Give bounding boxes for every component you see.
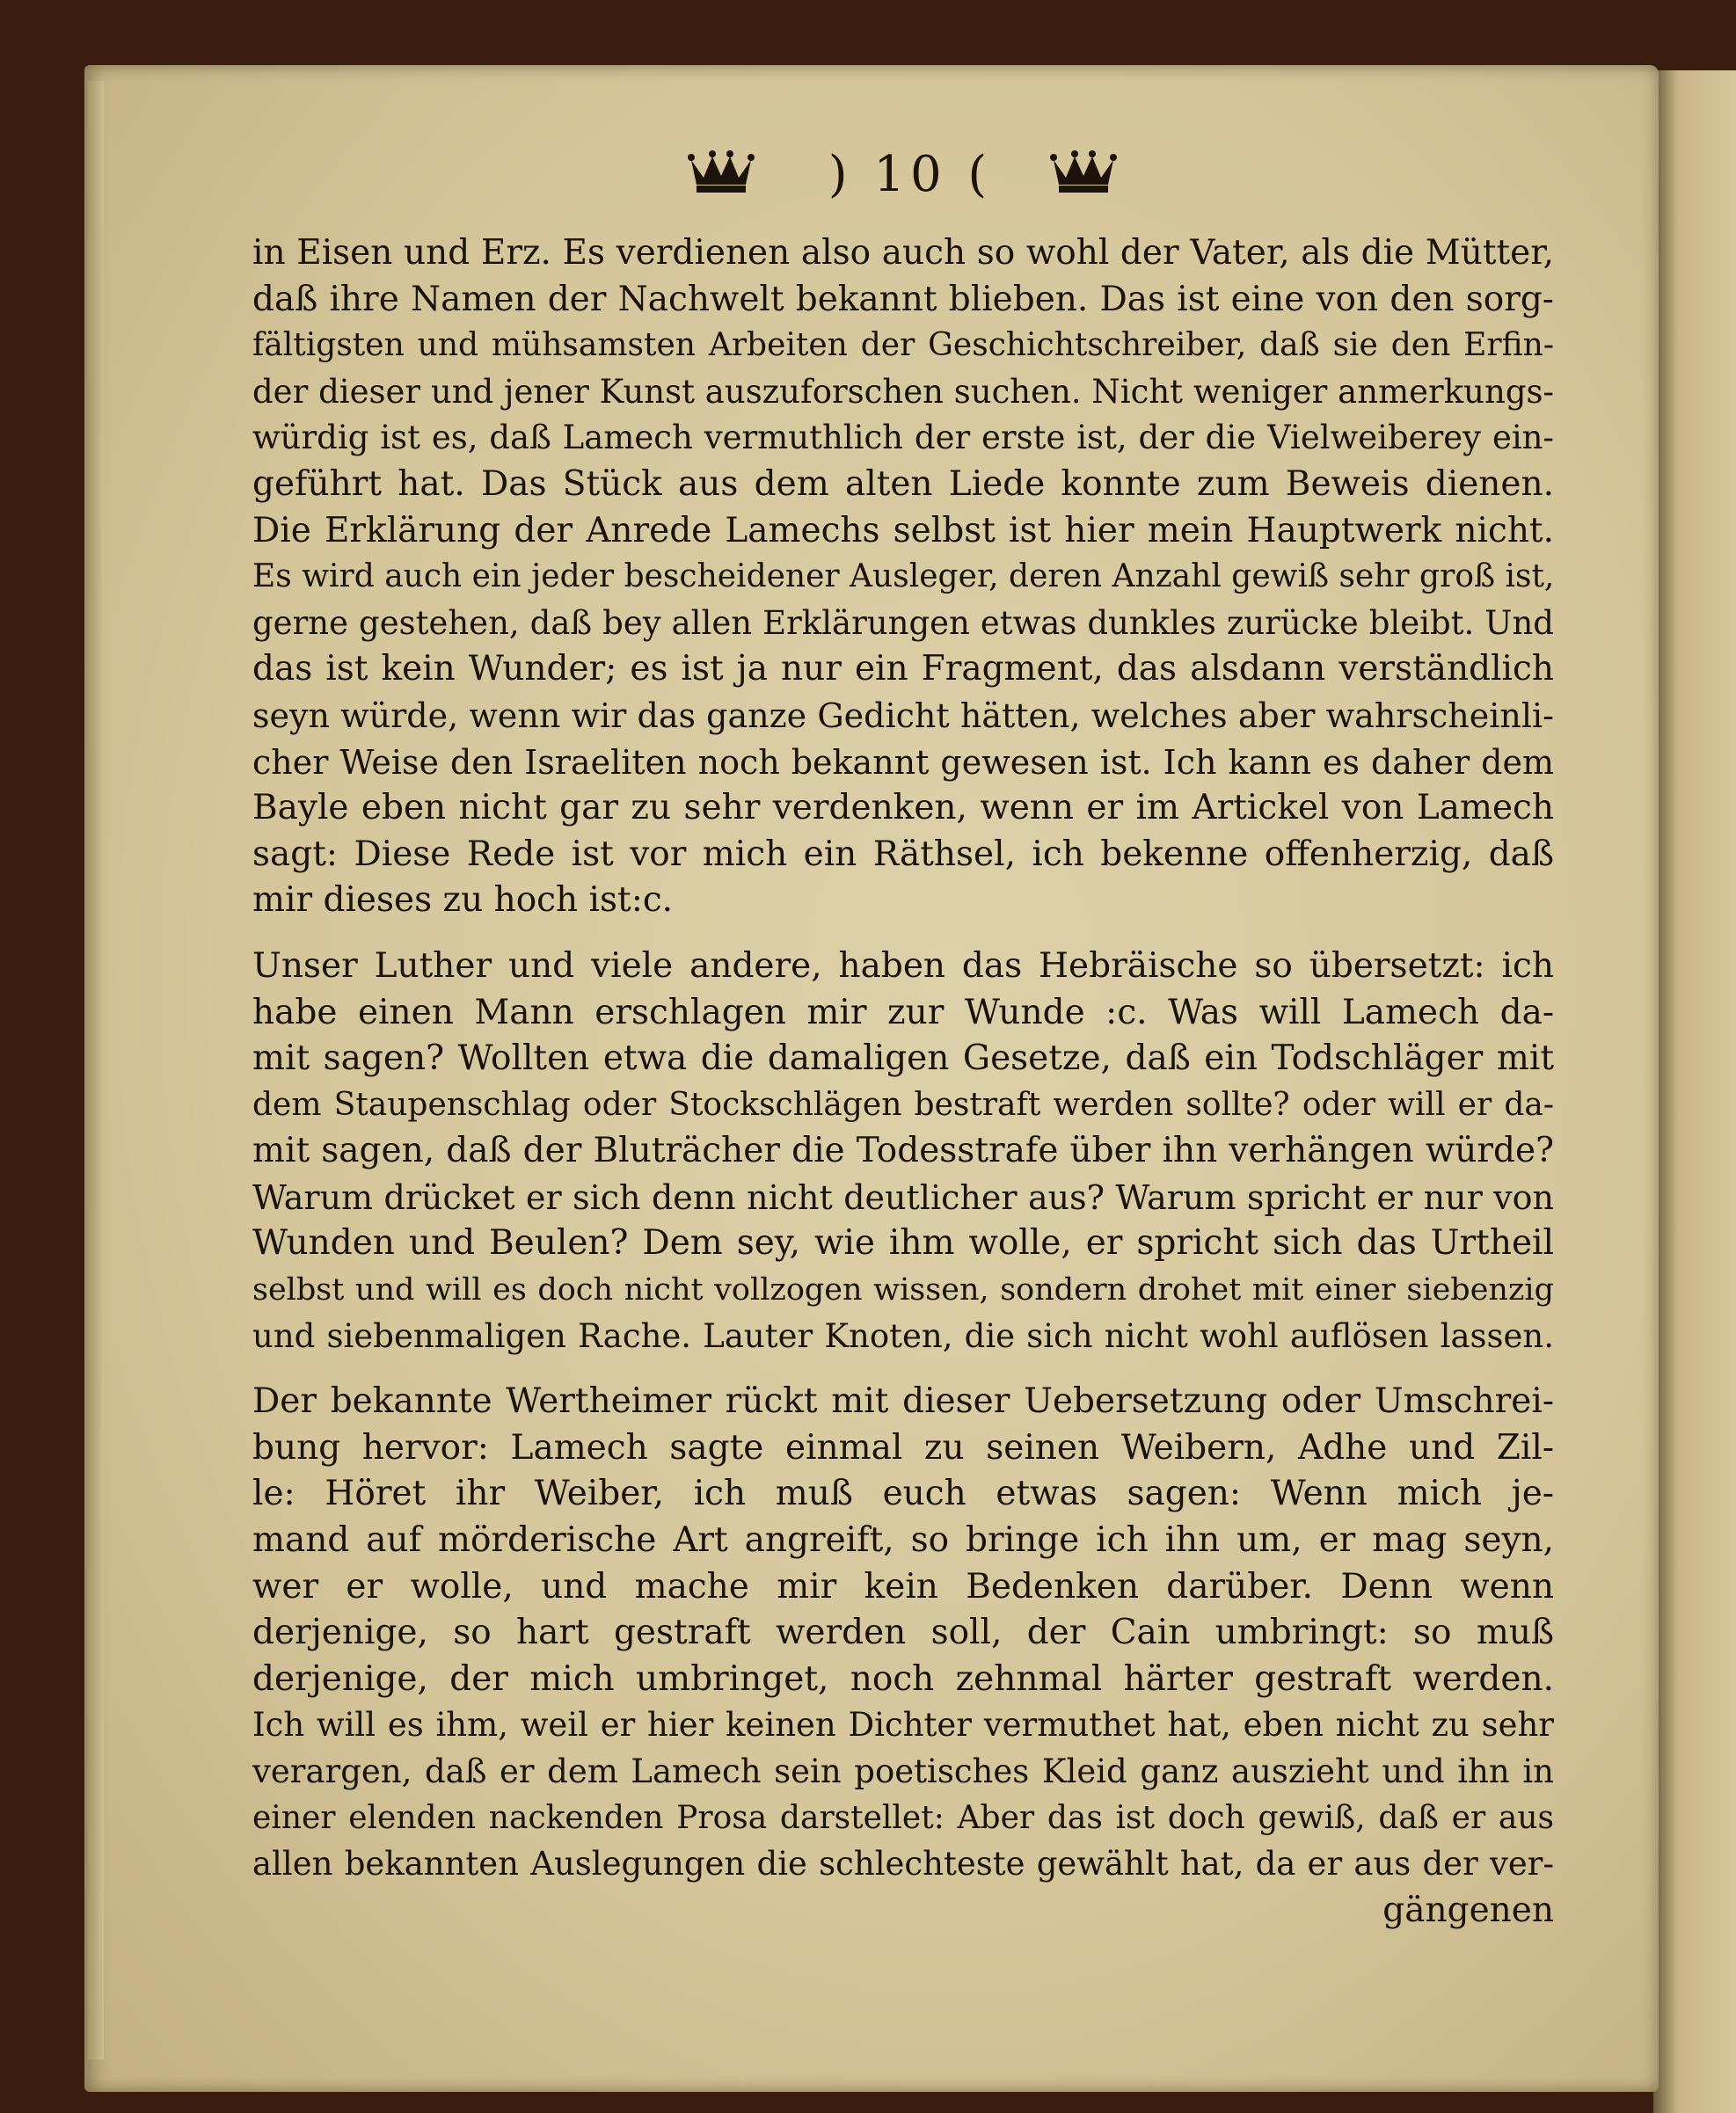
text-line: allen bekannten Auslegungen die schlechteste gewählt hat, da er aus der ver-: [252, 1845, 1554, 1883]
body-text: [252, 230, 1554, 1934]
text-line: Wunden und Beulen? Dem sey, wie ihm wolle, er spricht sich das Urtheil: [252, 1223, 1554, 1264]
paragraph-gap: [252, 1359, 1554, 1379]
text-line: einer elenden nackenden Prosa darstellet: Aber das ist doch gewiß, daß er aus: [252, 1799, 1554, 1836]
text-line: Warum drücket er sich denn nicht deutlicher aus? Warum spricht er nur von: [252, 1177, 1554, 1217]
text-line: bung hervor: Lamech sagte einmal zu seinen Weibern, Adhe und Zil-: [252, 1427, 1554, 1468]
text-line: mit sagen? Wollten etwa die damaligen Gesetze, daß ein Todschläger mit: [252, 1038, 1554, 1079]
paragraph-gap: [252, 924, 1554, 944]
text-line: in Eisen und Erz. Es verdienen also auch so wohl der Vater, als die Mütter,: [252, 233, 1554, 273]
text-line: derjenige, der mich umbringet, noch zehnmal härter gestraft werden.: [252, 1658, 1554, 1699]
text-line: fältigsten und mühsamsten Arbeiten der Geschichtschreiber, daß sie den Erfin-: [252, 327, 1554, 364]
paragraph: [252, 230, 1554, 508]
paragraph: [252, 508, 1554, 924]
text-line: dem Staupenschlag oder Stockschlägen bestraft werden sollte? oder will er da-: [252, 1086, 1554, 1123]
catchword: gängenen: [1382, 1890, 1554, 1930]
text-line: verargen, daß er dem Lamech sein poetisches Kleid ganz auszieht und ihn in: [252, 1752, 1554, 1790]
text-line: mit sagen, daß der Bluträcher die Todesstrafe über ihn verhängen würde?: [252, 1131, 1554, 1171]
text-line: und siebenmaligen Rache. Lauter Knoten, die sich nicht wohl auflösen lassen.: [252, 1316, 1554, 1355]
text-line: Es wird auch ein jeder bescheidener Ausleger, deren Anzahl gewiß sehr groß ist,: [252, 558, 1554, 595]
text-line: das ist kein Wunder; es ist ja nur ein Fragment, das alsdann verständlich: [252, 649, 1554, 689]
text-line: Die Erklärung der Anrede Lamechs selbst ist hier mein Hauptwerk nicht.: [252, 510, 1554, 550]
text-line: Der bekannte Wertheimer rückt mit dieser Uebersetzung oder Umschrei-: [252, 1381, 1554, 1422]
page-header: [0, 146, 1736, 203]
crown-icon: [1048, 148, 1119, 195]
text-line: Unser Luther und viele andere, haben das Hebräische so übersetzt: ich: [252, 945, 1554, 986]
text-line: mir dieses zu hoch ist:c.: [252, 880, 674, 921]
crown-icon: [686, 148, 756, 195]
text-line: daß ihre Namen der Nachwelt bekannt blieben. Das ist eine von den sorg-: [252, 279, 1554, 319]
text-line: selbst und will es doch nicht vollzogen wissen, sondern drohet mit einer siebenzig: [252, 1272, 1554, 1308]
text-line: gerne gestehen, daß bey allen Erklärungen etwas dunkles zurücke bleibt. Und: [252, 603, 1554, 642]
text-line: geführt hat. Das Stück aus dem alten Liede konnte zum Beweis dienen.: [252, 463, 1554, 504]
text-line: der dieser und jener Kunst auszuforschen suchen. Nicht weniger anmerkungs-: [252, 372, 1554, 411]
text-line: würdig ist es, daß Lamech vermuthlich der erste ist, der die Vielweiberey ein-: [252, 419, 1554, 457]
adjacent-page-edge: [1653, 70, 1736, 2113]
text-line: Ich will es ihm, weil er hier keinen Dichter vermuthet hat, eben nicht zu sehr: [252, 1706, 1554, 1745]
text-line: cher Weise den Israeliten noch bekannt gewesen ist. Ich kann es daher dem: [252, 742, 1554, 782]
page-number: ) 10 (: [828, 146, 993, 203]
text-line: habe einen Mann erschlagen mir zur Wunde :c. Was will Lamech da-: [252, 992, 1554, 1032]
text-line: Bayle eben nicht gar zu sehr verdenken, wenn er im Artickel von Lamech: [252, 788, 1554, 828]
text-line: sagt: Diese Rede ist vor mich ein Räthsel, ich bekenne offenherzig, daß: [252, 834, 1554, 874]
paragraph: [252, 944, 1554, 1359]
text-line: derjenige, so hart gestraft werden soll, der Cain umbringt: so muß: [252, 1613, 1554, 1653]
text-line: le: Höret ihr Weiber, ich muß euch etwas sagen: Wenn mich je-: [252, 1474, 1554, 1514]
page-gutter-shadow: [88, 81, 104, 2059]
text-line: wer er wolle, und mache mir kein Bedenken darüber. Denn wenn: [252, 1566, 1554, 1607]
paragraph: [252, 1379, 1554, 1888]
text-line: mand auf mörderische Art angreift, so bringe ich ihn um, er mag seyn,: [252, 1520, 1554, 1561]
text-line: seyn würde, wenn wir das ganze Gedicht hätten, welches aber wahrscheinli-: [252, 696, 1554, 735]
